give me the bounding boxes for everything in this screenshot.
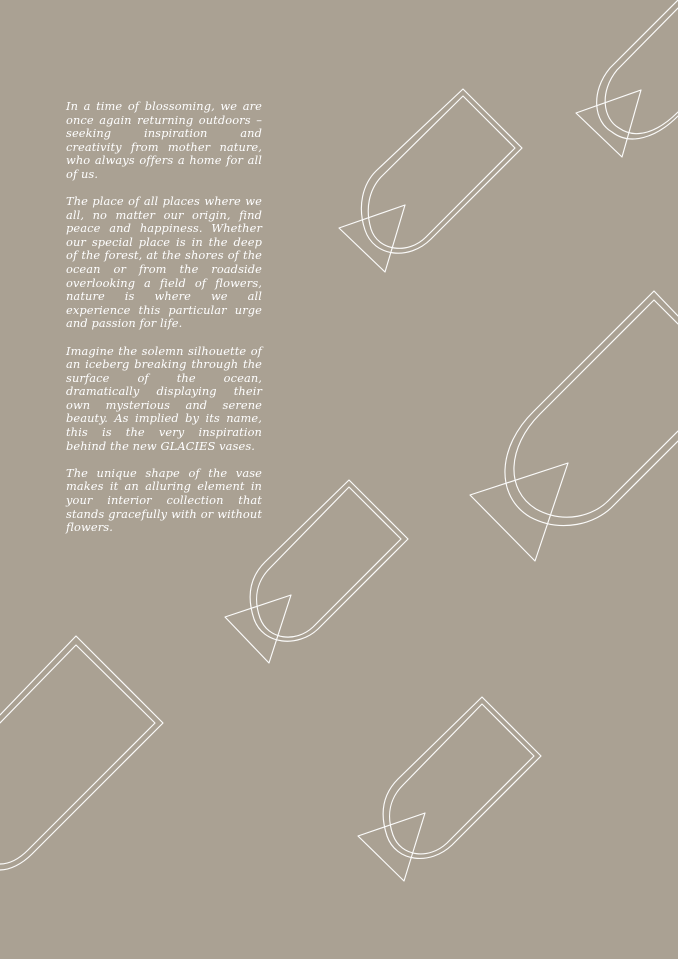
glacies-vase-outline-bottom (358, 697, 541, 881)
intro-paragraph-4: The unique shape of the vase makes it an alluring element in your interior collection that stands gracefully with or without flowers. (66, 465, 262, 535)
glacies-vase-outline-left-edge (0, 636, 163, 870)
intro-paragraph-1: In a time of blossoming, we are once again returning outdoors – seeking inspiration and creativity from mother nature, who always offers a home for all of us. (66, 99, 262, 181)
glacies-vase-outline-top-right (576, 0, 678, 157)
intro-paragraph-3: Imagine the solemn silhouette of an iceberg breaking through the surface of the ocean, dramatically displaying their own mysterious and serene beauty. As implied by its name, this is the very inspiration behind the new GLACIES vases. (66, 343, 262, 453)
intro-copy (66, 100, 262, 548)
glacies-vase-outline-upper-middle (339, 89, 522, 272)
glacies-vase-outline-large-right (470, 291, 678, 561)
intro-paragraph-2: The place of all places where we all, no matter our origin, find peace and happiness. Whether our special place is in the deep of the forest, at the shores of the ocean or from the roadside overlooking a field of flowers, nature is where we all experience this particular urge and passion for life. (66, 194, 262, 331)
